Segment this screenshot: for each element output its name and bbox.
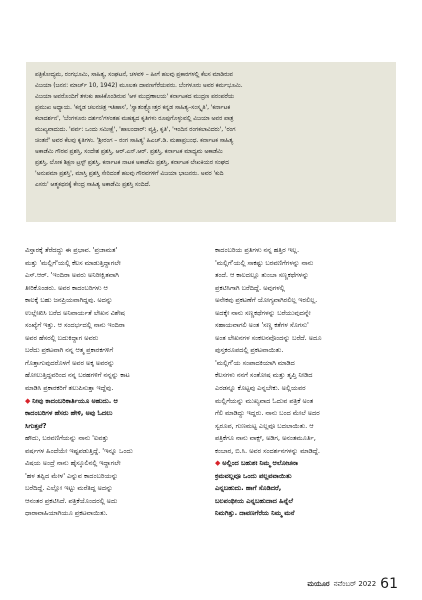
- text-line: ಎರಡನ್ನೂ ಕೊಟ್ಟವು ಎನ್ನಬೇಕು. ಅಲ್ಲಿಯವರ: [215, 384, 306, 393]
- text-line: ಪುಸ್ತಕರೂಪದಲ್ಲಿ ಪ್ರಕಟವಾಯಿತು.: [215, 346, 284, 355]
- text-line: ಗೊತ್ತಾಗುವುದರೊಳಗೆ ಅವರ ಅಕ್ಕ ಅವರನ್ನು: [25, 358, 115, 367]
- question-text: ಅಲ್ಲಿಂದ ಬಹುಶಃ ನಿಮ್ಮ ಆಲೋಚನಾ: [222, 459, 298, 468]
- text-line: 'ಹಳ ತಪ್ಪಿದ ಮೇಳ' ಎನ್ನುವ ಕಾದಂಬರಿಯನ್ನು: [25, 471, 119, 480]
- bio-line: ವಿಜಯಾ ಅವರೊಂದಿಗೆ ತಳುಕು ಹಾಕಿಕೊಂಡಿರುವ 'ಆಳ ಮುದ್ರಣಾಲಯ' ಕರ್ನಾಟಕದ ಮುದ್ರಣ ಪರಂಪರೆಯ: [35, 93, 235, 101]
- text-line: ಅವರ ಹೆಸರಲ್ಲಿ ಬದುಕಿದ್ದಾಗ ಅವರು: [25, 333, 99, 342]
- text-line: ಸ್ವರೂಪ, ಗುಣಮಟ್ಟ ಎಲ್ಲವೂ ಬದಲಾಯಿತು. ಆ: [215, 421, 314, 430]
- question-text: ನೀವು ಕಾದಂಬರಿಕಾರ್ತಿಯೂ ಅಹುದು. ಆ: [32, 396, 118, 405]
- bio-line: ವಿಜಯಾ (ಜನನ: ಮಾರ್ಚ್ 10, 1942) ಮೂಲತಃ ದಾವಣಗೆರೆಯವರು. ಬೆಂಗಳೂರು ಅವರ ಕರ್ಮಭೂಮಿ.: [35, 82, 243, 90]
- question-2: [215, 457, 401, 520]
- text-line: ಹೋಲುತ್ತಿದ್ದವರಿಂದ ನನ್ನ ಬರಹಗಳಿಗೆ ನನ್ನನ್ನು ಕಾಟ: [25, 371, 130, 380]
- question-line: ಸಿಗುತ್ತವೆ?: [25, 421, 47, 430]
- text-line: 'ಮಲ್ಲಿಗೆ'ಯ ಸಂಪಾದಕಿಯಾಗಿ ಮಾಡಿದ: [215, 358, 295, 367]
- magazine-name: ಮಯೂರ: [307, 579, 330, 588]
- left-paragraph-1: [25, 244, 211, 395]
- question-bullet-icon: ◆: [215, 459, 221, 468]
- text-line: ಅಂತ ಲೇಖನಗಳ ಸಂಕಲನವೊಂದನ್ನು ಬರೆದೆ. ಅದೂ: [215, 333, 322, 342]
- text-line: ತೀರಿಕೊಂಡರು. ಅವರ ಕಾದಂಬರಿಗಳು ಆ: [25, 283, 108, 292]
- text-line: ಬರೆದು ಪ್ರಕಟವಾಗಿ ನನ್ನ ಆತ್ಮ ಪ್ರಕಾರಕಗಳಿಗೆ: [25, 346, 114, 355]
- text-line: ಬರೆದಿದ್ದೆ. ಎಲ್ಲೋ ಇಟ್ಟು ಮರೆತಿದ್ದ ಅದನ್ನು: [25, 484, 113, 493]
- text-line: ಕಂಬಾರ, ಬಿ.ಸಿ. ಅವರ ಸಂದರ್ಶನಗಳನ್ನು ಮಾಡಿದ್ದೆ.: [215, 446, 320, 455]
- text-line: ವಿಸ್ತಾರಕ್ಕೆ ತೆರೆದದ್ದು ಈ ಪ್ರಭಾವ. 'ಪ್ರಜಾಮತ': [25, 246, 118, 254]
- text-line: ಪತ್ರಿಕೆಗೂ ನಾನು ವಾಕ್ಸ್, ಅಡಿಗ, ಅನಂತಮೂರ್ತಿ,: [215, 434, 316, 443]
- bio-line: ಪ್ರಶಸ್ತಿ, ಲೋಕ ಶಿಕ್ಷಣ ಟ್ರಸ್ಟ್ ಪ್ರಶಸ್ತಿ, ಕರ್ನಾಟಕ ನಾಟಕ ಅಕಾಡೆಮಿ ಪ್ರಶಸ್ತಿ, ಕರ್ನಾಟಕ ಲೇಖಕಿಯರ ಸಂಘದ: [35, 159, 229, 167]
- text-line: ಎಸ್.ಆರ್. 'ಇಂದಿರಾ ಅವರು ಅನಿರೀಕ್ಷಿತವಾಗಿ: [25, 271, 119, 280]
- right-column: [215, 244, 401, 520]
- text-line: 'ಮಲ್ಲಿಗೆ'ಯಲ್ಲಿ ಸಾಕಷ್ಟು ಬರವಣಿಗೆಗಳನ್ನು ನಾನು: [215, 258, 314, 267]
- page-number: 61: [380, 576, 398, 592]
- text-line: ಹೌದು, ಬರವಣಿಗೆಯನ್ನು ನಾನು 'ಐವತ್ತು: [25, 434, 109, 443]
- text-line: ಸಂಖ್ಯೆಗೆ ಇತ್ತು. ಆ ಸಂದರ್ಭದಲ್ಲಿ ನಾನು ಇಂದಿರಾ: [25, 321, 125, 330]
- text-line: ಪ್ರಕಟಿಸಿಗಾಗಿ ಬರೆದಿದ್ದೆ. ಅವುಗಳಲ್ಲಿ: [215, 283, 285, 292]
- text-line: ಸಹಾಯವಾಗಲಿ ಅಂತ 'ಸಣ್ಣ ಕತೆಗಳ ಸೊಗಸು': [215, 321, 309, 330]
- text-line: ಉಲ್ಲೇಖಿಸಿ ಬರೆದ ಅನಿವಾರ್ಯತೆ ಲೇಖನ ವಿಶೇಷ: [25, 308, 126, 317]
- text-line: ಮತ್ತು 'ಮಲ್ಲಿಗೆ'ಯಲ್ಲಿ ಕೆಲಸ ಮಾಡುತ್ತಿದ್ದಾಗಲೇ: [25, 258, 121, 267]
- bio-line: 'ಅನುಪಮಾ ಪ್ರಶಸ್ತಿ', ಮಾಸ್ತಿ ಪ್ರಶಸ್ತಿ ಸೇರಿದಂತೆ ಹಲವು ಗೌರವಗಳಿಗೆ ವಿಜಯಾ ಭಾಜನರು. ಅವರ 'ಕುದಿ: [35, 170, 224, 178]
- bio-line: ಅಕಾಡೆಮಿ ಗೌರವ ಪ್ರಶಸ್ತಿ, ಸಂದೇಶ ಪ್ರಶಸ್ತಿ, ಆರ್.ಎನ್.ಆರ್. ಪ್ರಶಸ್ತಿ, ಕರ್ನಾಟಕ ಮಾಧ್ಯಮ ಅಕಾಡೆಮಿ: [35, 148, 223, 156]
- text-line: ಗೆಲಿ ಮಾಡಿದ್ದು ಇದ್ದರು. ನಾನು ಬಂದ ಮೇಲೆ ಅದರ: [215, 409, 320, 418]
- bio-line: ಪತ್ರಿಕೋದ್ಯಮ, ರಂಗಭೂಮಿ, ಸಾಹಿತ್ಯ, ಸಂಘಟನೆ, ಚಳವಳಿ – ಹೀಗೆ ಹಲವು ಪ್ರಕಾರಗಳಲ್ಲಿ ಕೆಲಸ ಮಾಡಿರುವ: [35, 71, 233, 78]
- text-line: ಕಾದಂಬರಿಯ ಪ್ರತಿಗಳು ನನ್ನ ಹತ್ತಿರ ಇಲ್ಲ.: [215, 246, 300, 254]
- right-paragraph-1: [215, 244, 401, 457]
- question-line: [215, 457, 401, 470]
- bio-line: ಪ್ರಮುಖ ಅಧ್ಯಾಯ. 'ಕನ್ನಡ ಚಲನಚಿತ್ರ ಇತಿಹಾಸ', 'ಸ್ವಾತಂತ್ರ್ಯೋತ್ತರ ಕನ್ನಡ ಸಾಹಿತ್ಯ–ಸಂಸ್ಕೃತಿ', 'ಕರ್ನಾಟಕ: [35, 104, 231, 112]
- question-1: [25, 395, 211, 433]
- text-line: ವಿಷಯ ಅಂದ್ರೆ ನಾನು ಹೈಸ್ಕೂಲಿನಲ್ಲಿ ಇದ್ದಾಗಲೇ: [25, 459, 121, 468]
- text-line: ಮಲ್ಲಿಗೆಯನ್ನು ಮುಖ್ಯವಾದ ಓದುವ ಪತ್ರಿಕೆ ಅಂತ: [215, 396, 314, 405]
- text-line: ಧಾರಾವಾಹಿಯಾಗಿಯೂ ಪ್ರಕಟವಾಯಿತು.: [25, 509, 108, 518]
- text-line: ಅದಕ್ಕೇ ನಾನು ಸಣ್ಣಕಥೆಗಳನ್ನು ಬರೆಯುವುದನ್ನೇ: [215, 308, 311, 317]
- bio-line: ಎಸರು' ಆತ್ಮಕಥನಕ್ಕೆ ಕೇಂದ್ರ ಸಾಹಿತ್ಯ ಅಕಾಡೆಮಿ ಪ್ರಶಸ್ತಿ ಸಂದಿದೆ.: [35, 181, 151, 189]
- question-line: ಎನ್ನಬಹುದು. ಹಾಗೆ ಸೊಡಿದರೆ,: [215, 484, 282, 493]
- bio-line: ಮುಖ್ಯವಾದುದು. 'ಪರ್ವ: ಒಂದು ಸಮೀಕ್ಷೆ', 'ಹಾಲಂದಾರ್: ವ್ಯಕ್ತಿ, ಕೃತಿ', 'ಇಂದಿನ ರಂಗಕಲಾವಿದರು', 'ರಂಗ: [35, 126, 236, 134]
- text-line: ಮಾಡಿಸಿ ಪ್ರಕಾರಕರಿಗೆ ತಲುಪಿಸುತ್ತಾ ಇದ್ದೆವು.: [25, 384, 114, 393]
- text-line: ತಂದೆ. ಆ ಕಾಲದಲ್ಲೂ ತುಂಬಾ ಸಣ್ಣಕಥೆಗಳನ್ನು: [215, 271, 309, 280]
- question-line: ಕಾದಂಬರಿಗಳ ಹೆಸರು ಹೇಳಿ, ಅವು ಓದಲು: [25, 409, 113, 418]
- question-bullet-icon: ◆: [25, 396, 31, 405]
- page-footer: [238, 575, 398, 593]
- text-line: ಕೆಲಸಗಳು ನನಗೆ ಸಂತೋಷ ಮತ್ತು ತೃಪ್ತಿ ನೀಡಿದ: [215, 371, 313, 380]
- bio-line: ಕಲಾದರ್ಶನ', 'ಬೆಂಗಳೂರು ದರ್ಶನ'ಗಳಂತಹ ಮಹತ್ವದ ಕೃತಿಗಳು ರೂಪುಗೊಳ್ಳುವಲ್ಲಿ ವಿಜಯಾ ಅವರ ಪಾತ್ರ: [35, 115, 234, 123]
- text-line: ಅನೇಕವು ಪ್ರಕಟಣೆಗೆ ಯೋಗ್ಯವಾಗಿರಲಿಲ್ಲ ಇರಲಿಲ್ಲ.: [215, 296, 318, 305]
- bio-text: [35, 69, 387, 191]
- text-line: ವರ್ಷಗಳ ಹಿಂದೆಯೇ ಇಷ್ಟಪಡುತ್ತಿದ್ದೆ. 'ಇನ್ನೂ ಒಂದು: [25, 446, 133, 455]
- author-bio-box: [26, 62, 396, 222]
- question-line: ಬಲಪಂಥೀಯ ಎನ್ನಬಹುದಾದ ಹಿನ್ನೆಲೆ: [215, 496, 293, 505]
- question-line: [25, 395, 211, 408]
- text-line: ಕಾಲಕ್ಕೆ ಬಹು ಜನಪ್ರಿಯವಾಗಿದ್ದವು. ಅದನ್ನು: [25, 296, 113, 305]
- text-line: ಆನಂತರ ಪ್ರಕಟಿಸಿದೆ. ಪತ್ರಿಕೆಯೊಂದರಲ್ಲಿ ಅದು: [25, 496, 118, 505]
- issue-date: ನವೆಂಬರ್ 2022: [333, 579, 377, 588]
- left-paragraph-2: [25, 432, 211, 520]
- question-line: ಕ್ರಮವಲ್ಲವೂ ಒಂದು ಪಲ್ಲವವಾಯಿತು: [215, 471, 292, 480]
- question-line: ನಿಮಗಿತ್ತು. ದಾವಣಗೆರೆಯ ನಿಮ್ಮ ಮನೆ: [215, 509, 295, 518]
- top-margin: [0, 0, 422, 62]
- left-column: [25, 244, 211, 520]
- bio-line: ಚಿಂತನೆ' ಅವರ ಕೆಲವು ಕೃತಿಗಳು. 'ಶ್ರೀರಂಗ – ರಂಗ ಸಾಹಿತ್ಯ' ಹಿಎಚ್.ಡಿ. ಮಹಾಪ್ರಬಂಧ. ಕರ್ನಾಟಕ ಸಾಹಿತ್ಯ: [35, 137, 234, 145]
